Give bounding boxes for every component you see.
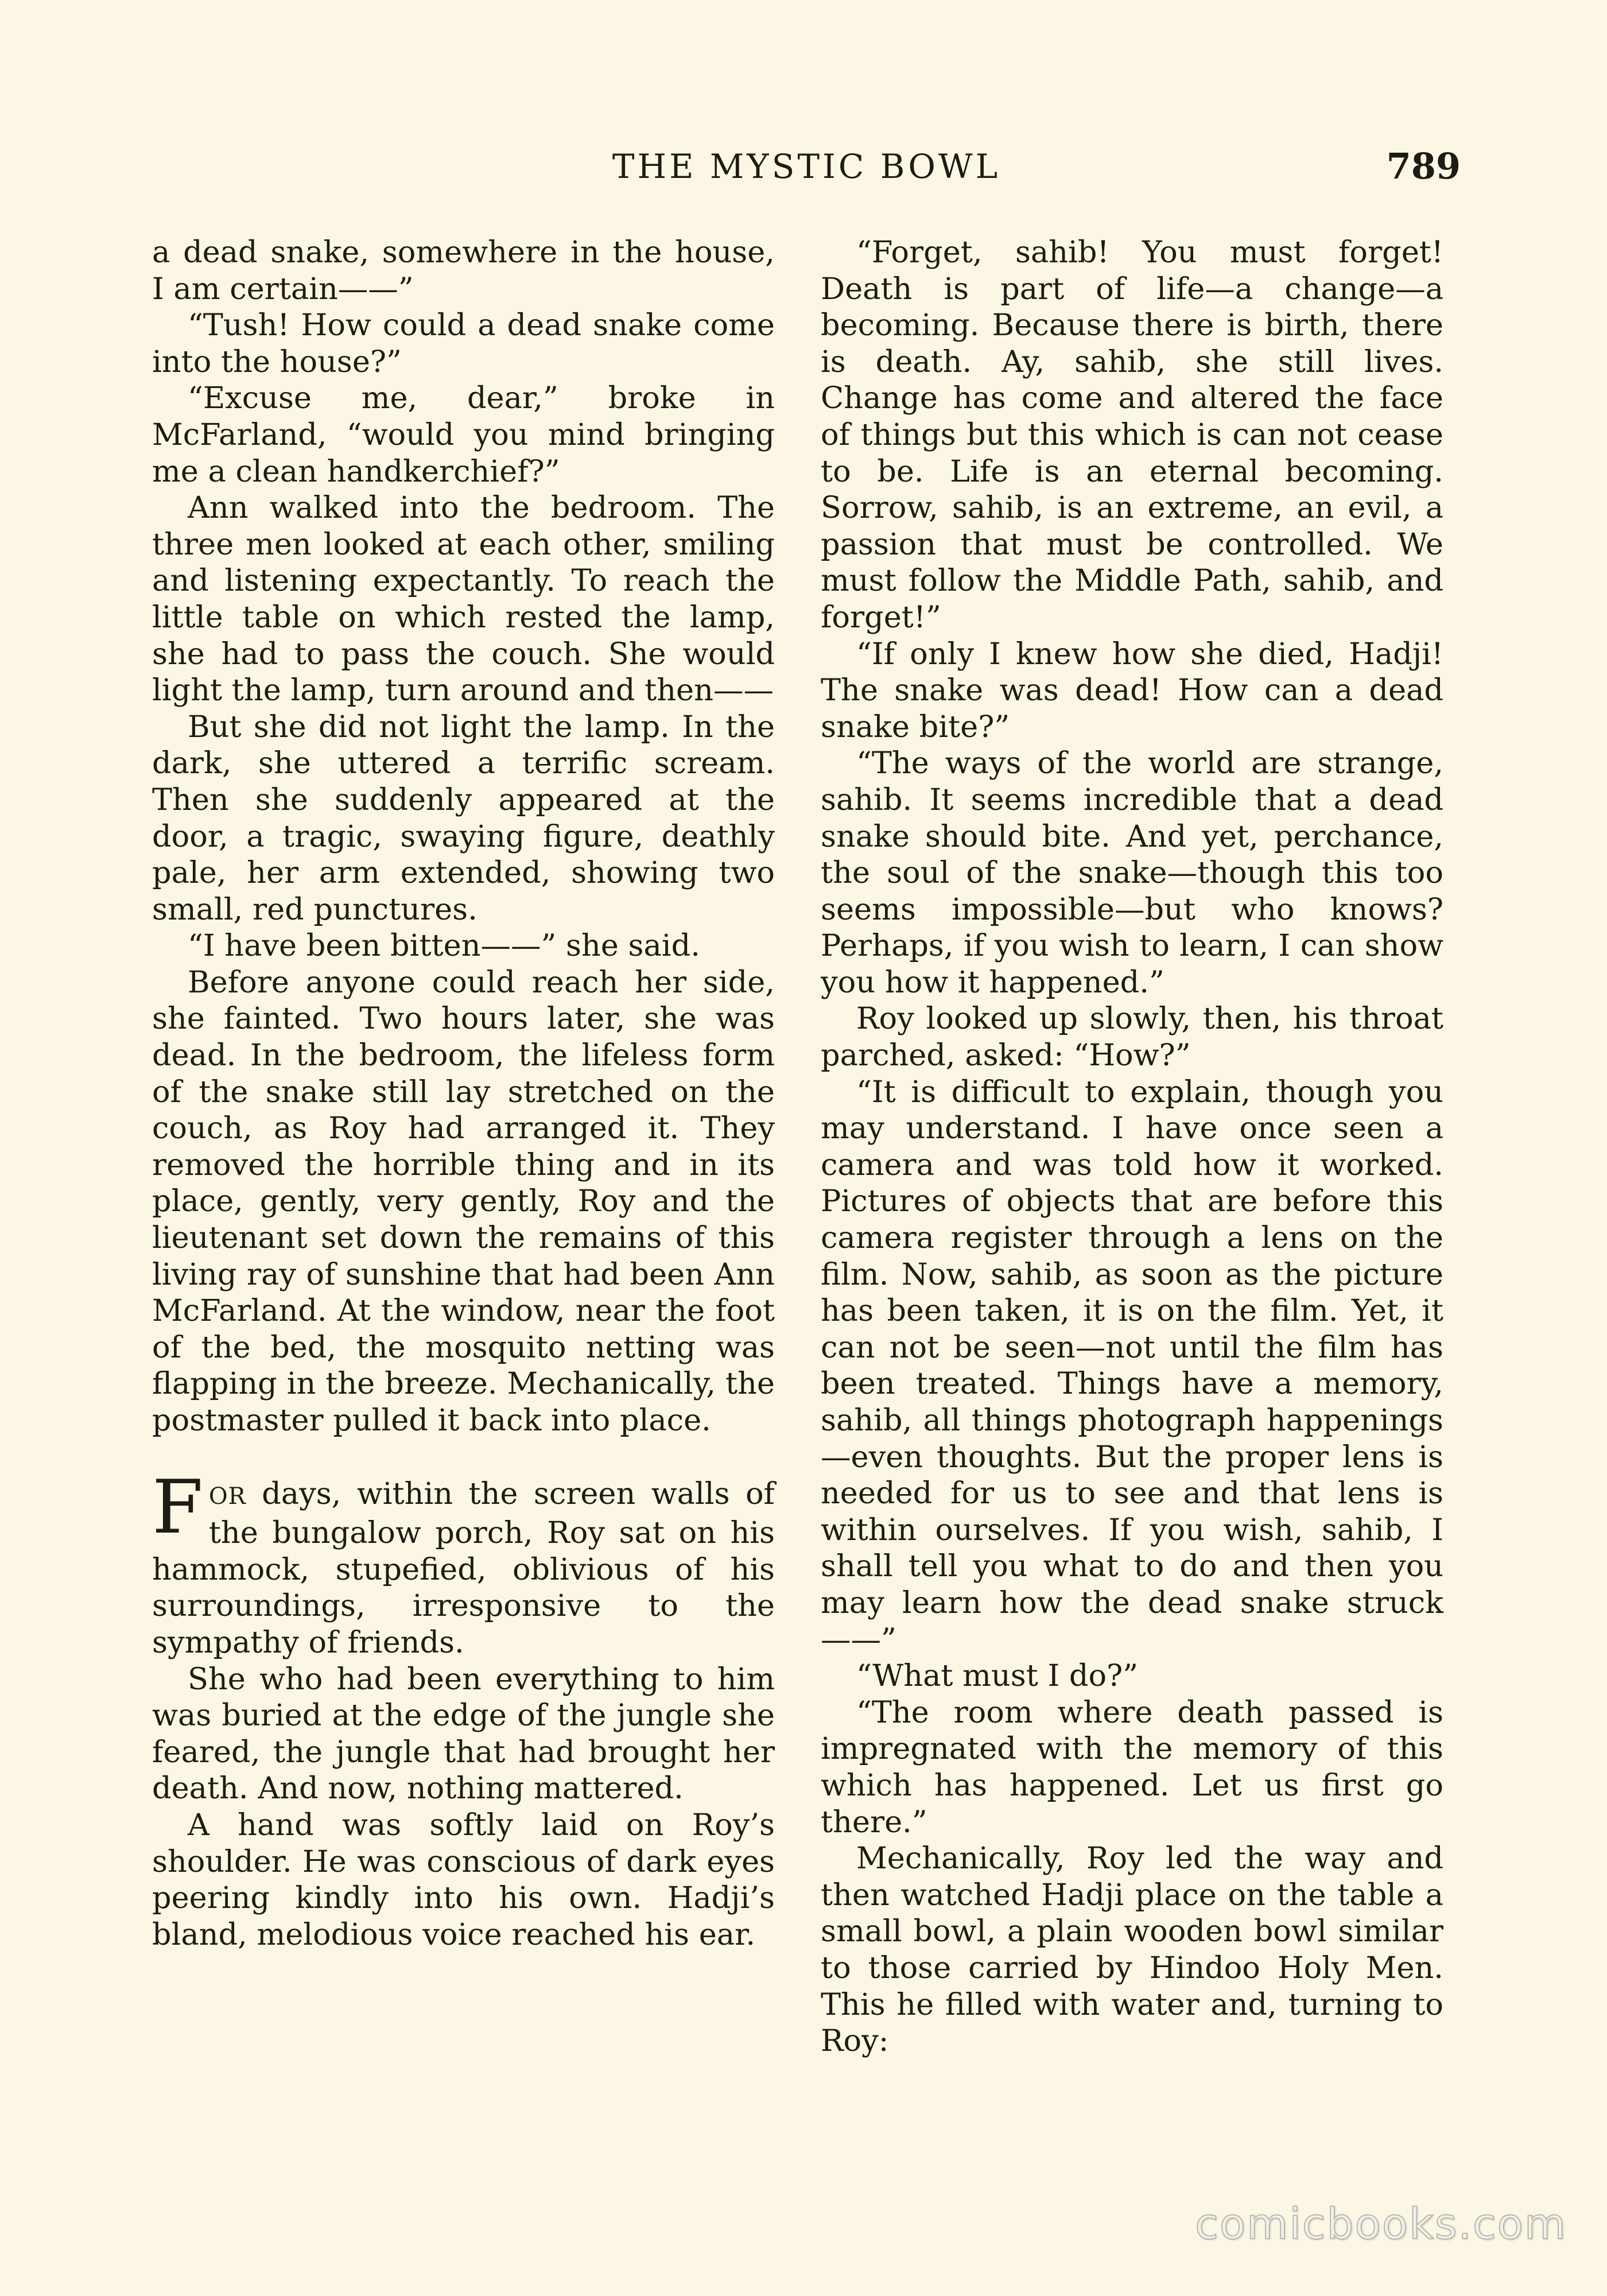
paragraph: “Forget, sahib! You must forget! Death is part of life—a change—a becoming. Because there is birth, there is death. Ay, sahib, she still lives. Change has come and altered the face of things but this which is can not cease to be. Life is an eternal becoming. Sorrow, sahib, is an extreme, an evil, a passion that must be controlled. We must follow the Middle Path, sahib, and forget!” — [821, 235, 1443, 635]
paragraph-text: days, within the screen walls of the bungalow porch, Roy sat on his hammock, stupefied, oblivious of his surroundings, irresponsive to the sympathy of friends. — [152, 1476, 775, 1660]
page-number: 789 — [1386, 145, 1461, 187]
paragraph: Before anyone could reach her side, she fainted. Two hours later, she was dead. In the bedroom, the lifeless form of the snake still lay stretched on the couch, as Roy had arranged it. They removed the horrible thing and in its place, gently, very gently, Roy and the lieutenant set down the remains of this living ray of sunshine that had been Ann McFarland. At the window, near the foot of the bed, the mosquito netting was flapping in the breeze. Mechanically, the postmaster pulled it back into place. — [152, 964, 775, 1438]
paragraph: “I have been bitten——” she said. — [188, 928, 700, 964]
paragraph: But she did not light the lamp. In the dark, she uttered a terrific scream. Then she suddenly appeared at the door, a tragic, swaying figure, deathly pale, her arm extended, showing two small, red punctures. — [152, 709, 775, 927]
small-caps-text: OR — [208, 1483, 246, 1510]
paragraph: A hand was softly laid on Roy’s shoulder. He was conscious of dark eyes peering kindly into his own. Hadji’s bland, melodious voice reached his ear. — [152, 1807, 775, 1952]
right-column — [821, 234, 1443, 2060]
paragraph: “Excuse me, dear,” broke in McFarland, “would you mind bringing me a clean handkerchief?” — [152, 381, 775, 489]
paragraph: “What must I do?” — [856, 1658, 1139, 1694]
paragraph: She who had been everything to him was buried at the edge of the jungle she feared, the jungle that had brought her death. And now, nothing mattered. — [152, 1661, 775, 1806]
paragraph: “The ways of the world are strange, sahib. It seems incredible that a dead snake should bite. And yet, perchance, the soul of the snake—though this too seems impossible—but who knows? Perhaps, if you wish to learn, I can show you how it happened.” — [821, 746, 1443, 1000]
paragraph: “If only I knew how she died, Hadji! The snake was dead! How can a dead snake bite?” — [821, 636, 1443, 744]
paragraph: Mechanically, Roy led the way and then watched Hadji place on the table a small bowl, a plain wooden bowl similar to those carried by Hindoo Holy Men. This he filled with water and, turning to Roy: — [821, 1841, 1443, 2059]
page-header — [152, 144, 1461, 189]
paragraph: “Tush! How could a dead snake come into the house?” — [152, 308, 775, 379]
paragraph: a dead snake, somewhere in the house, I am certain——” — [152, 235, 775, 307]
drop-cap: F — [152, 1464, 203, 1550]
section-opening-paragraph — [152, 1464, 775, 1661]
site-watermark: comicbooks.com — [1195, 2200, 1567, 2249]
paragraph: Roy looked up slowly, then, his throat parched, asked: “How?” — [821, 1001, 1443, 1073]
paragraph: “It is difficult to explain, though you may understand. I have once seen a camera and was told how it worked. Pictures of objects that are before this camera register through a lens on the film. Now, sahib, as soon as the picture has been taken, it is on the film. Yet, it can not be seen—not until the film has been treated. Things have a memory, sahib, all things photograph happenings—even thoughts. But the proper lens is needed for us to see and that lens is within ourselves. If you wish, sahib, I shall tell you what to do and then you may learn how the dead snake struck——” — [821, 1074, 1443, 1657]
left-column — [152, 234, 775, 1953]
running-title: THE MYSTIC BOWL — [612, 147, 1001, 186]
paragraph: “The room where death passed is impregnated with the memory of this which has happened. Let us first go there.” — [821, 1694, 1443, 1840]
paragraph: Ann walked into the bedroom. The three men looked at each other, smiling and listening expectantly. To reach the little table on which rested the lamp, she had to pass the couch. She would light the lamp, turn around and then—— — [152, 490, 775, 708]
